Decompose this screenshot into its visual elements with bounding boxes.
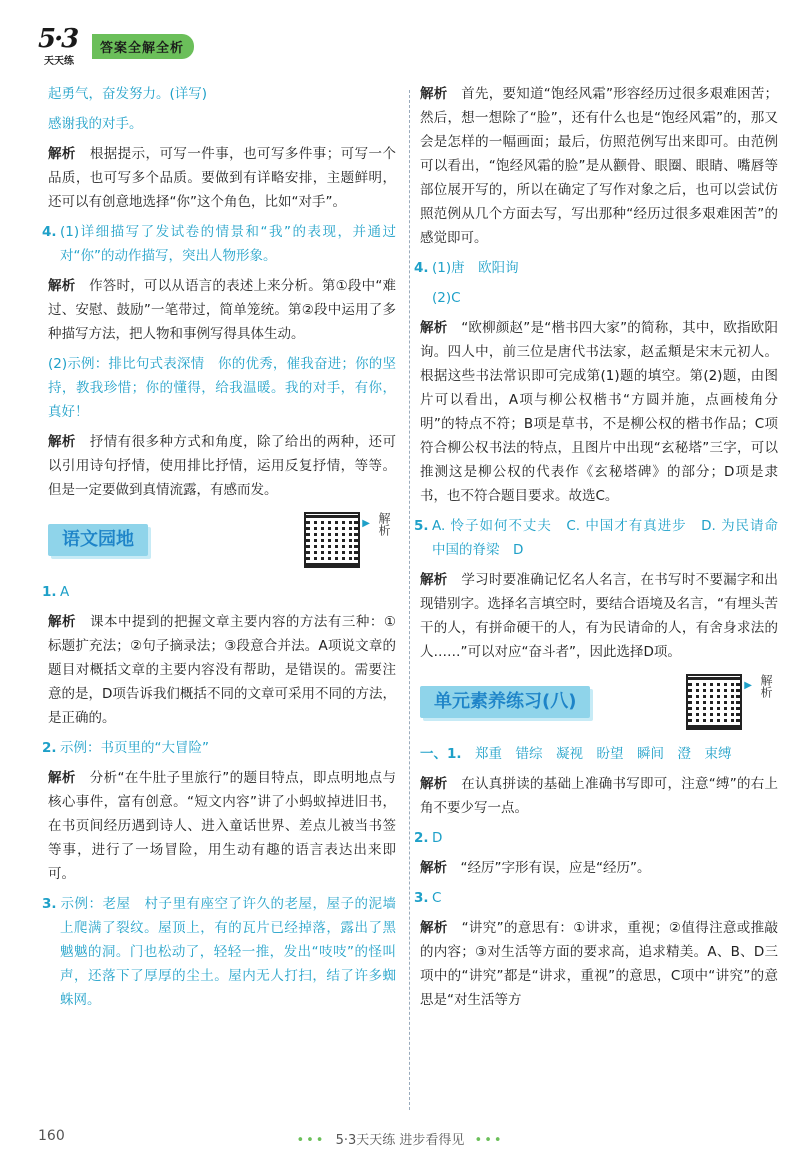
header-label: 答案全解全析	[92, 34, 194, 59]
analysis-tag: 解析	[48, 278, 76, 294]
footer-dots: •••	[474, 1133, 504, 1148]
qr-label: 解析	[759, 674, 773, 698]
analysis-text: 分析“在牛肚子里旅行”的题目特点，即点明地点与核心事件，富有创意。“短文内容”讲了小蚂蚁掉进旧书，在书页间经历遇到诗人、进入童话世界、差点儿被当书签等事，进行了一场冒险，用生动有趣的语言表达出来即可。	[48, 770, 397, 882]
answer-text: A. 怜子如何不丈夫 C. 中国才有真进步 D. 为民请命 中国的脊梁 D	[432, 518, 792, 558]
answer-line: 起勇气，奋发努力。(详写)	[48, 86, 208, 102]
qr-code[interactable]	[686, 674, 778, 730]
page-footer	[0, 1125, 800, 1155]
answer-item	[414, 514, 792, 562]
play-icon: ▶	[744, 680, 752, 691]
answer-line: 感谢我的对手。	[48, 116, 143, 132]
question-number: 一、1.	[420, 746, 462, 762]
answer-item	[42, 736, 396, 760]
section-header	[48, 512, 396, 572]
analysis-tag: 解析	[420, 572, 448, 588]
question-number: 3.	[414, 890, 429, 906]
analysis-tag: 解析	[48, 770, 76, 786]
logo-mark: 5·3	[38, 24, 78, 54]
qr-icon	[304, 512, 360, 568]
analysis-block	[48, 142, 396, 214]
answer-text: A	[60, 584, 70, 600]
answer-item	[42, 220, 396, 268]
qr-code[interactable]	[304, 512, 396, 568]
left-column	[42, 82, 397, 1018]
section-title: 语文园地	[48, 524, 148, 556]
question-number: 2.	[42, 740, 57, 756]
analysis-text: 在认真拼读的基础上准确书写即可，注意“缚”的右上角不要少写一点。	[420, 776, 778, 816]
analysis-text: 学习时要准确记忆名人名言，在书写时不要漏字和出现错别字。选择名言填空时，要结合语境及名言，“有埋头苦干的人，有拼命硬干的人，有为民请命的人，有舍身求法的人……”可以对应“奋斗者”，因此选择D项。	[420, 572, 779, 660]
answer-item	[42, 892, 396, 1012]
answer-item	[414, 256, 778, 280]
question-number: 1.	[42, 584, 57, 600]
analysis-block	[420, 772, 778, 820]
question-number: 3.	[42, 896, 57, 912]
page-header	[38, 24, 194, 67]
analysis-tag: 解析	[48, 434, 76, 450]
analysis-tag: 解析	[420, 920, 448, 936]
analysis-text: 首先，要知道“饱经风霜”形容经历过很多艰难困苦；然后，想一想除了“脸”，还有什么也是“饱经风霜”的，那又会是怎样的一幅画面；最后，仿照范例写出来即可。由范例可以看出，“饱经风霜的脸”是从颧骨、眼圈、眼睛、嘴唇等部位展开写的，所以在确定了写作对象之后，也可以尝试仿照范例从几个方面去写，写出那种“经历过很多艰难困苦”的感觉即可。	[420, 86, 778, 246]
analysis-text: 根据提示，可写一件事，也可写多件事；可写一个品质，也可写多个品质。要做到有详略安排，主题鲜明，还可以有创意地选择“你”这个角色，比如“对手”。	[48, 146, 396, 210]
analysis-block	[48, 610, 396, 730]
section-header	[420, 674, 778, 734]
answer-text: (1)唐 欧阳询	[432, 260, 519, 276]
logo	[38, 24, 88, 67]
qr-label: 解析	[377, 512, 391, 536]
analysis-tag: 解析	[48, 146, 76, 162]
answer-text: 郑重 错综 凝视 盼望 瞬间 澄 束缚	[475, 746, 732, 762]
answer-text: 示例：老屋 村子里有座空了许久的老屋，屋子的泥墙上爬满了裂纹。屋顶上，有的瓦片已经掉落，露出了黑魆魆的洞。门也松动了，轻轻一推，发出“吱吱”的怪叫声，还落下了厚厚的尘土。屋内无人打扫，结了许多蜘蛛网。	[60, 896, 396, 1008]
logo-sub: 天天练	[44, 56, 74, 67]
page-number: 160	[38, 1128, 65, 1144]
answer-item	[42, 580, 396, 604]
analysis-block	[420, 856, 778, 880]
answer-text: (1)详细描写了发试卷的情景和“我”的表现，并通过对“你”的动作描写，突出人物形象。	[60, 224, 396, 264]
analysis-text: “欧柳颜赵”是“楷书四大家”的简称，其中，欧指欧阳询。四人中，前三位是唐代书法家，赵孟頫是宋末元初人。根据这些书法常识即可完成第(1)题的填空。第(2)题，由图片可以看出，A项与柳公权楷书“方圆并施，点画棱角分明”的特点不符；B项是草书，不是柳公权的楷书作品；C项符合柳公权书法的特点，且图片中出现“玄秘塔”三字，可以推测这是柳公权的代表作《玄秘塔碑》的部分；D项是隶书，也不符合题目要求。故选C。	[420, 320, 779, 504]
question-number: 2.	[414, 830, 429, 846]
analysis-block	[420, 568, 778, 664]
answer-text: 示例：书页里的“大冒险”	[60, 740, 209, 756]
analysis-block	[420, 316, 778, 508]
analysis-block	[48, 274, 396, 346]
answer-text: C	[432, 890, 442, 906]
question-number: 4.	[414, 260, 429, 276]
footer-dots: •••	[296, 1133, 326, 1148]
answer-item	[414, 826, 778, 850]
footer-slogan-wrap	[0, 1129, 800, 1148]
analysis-text: “讲究”的意思有：①讲求，重视；②值得注意或推敲的内容；③对生活等方面的要求高，追求精美。A、B、D三项中的“讲究”都是“讲求，重视”的意思，C项中“讲究”的意思是“对生活等方	[420, 920, 778, 1008]
analysis-tag: 解析	[420, 860, 447, 876]
analysis-text: “经厉”字形有误，应是“经历”。	[460, 860, 651, 876]
qr-icon	[686, 674, 742, 730]
right-column	[414, 82, 792, 1018]
footer-slogan: 5·3天天练 进步看得见	[335, 1133, 465, 1148]
answer-item	[420, 742, 778, 766]
analysis-tag: 解析	[420, 320, 448, 336]
analysis-tag: 解析	[48, 614, 76, 630]
analysis-text: 课本中提到的把握文章主要内容的方法有三种：①标题扩充法；②句子摘录法；③段意合并法。A项说文章的题目对概括文章的主要内容没有帮助，是错误的。需要注意的是，D项告诉我们概括不同的文章可采用不同的方法，是正确的。	[48, 614, 397, 726]
play-icon: ▶	[362, 518, 370, 529]
column-divider	[409, 90, 410, 1110]
answer-item	[414, 886, 778, 910]
answer-text: D	[432, 830, 443, 846]
analysis-block	[420, 916, 778, 1012]
analysis-tag: 解析	[420, 776, 448, 792]
analysis-text: 作答时，可以从语言的表述上来分析。第①段中“难过、安慰、鼓励”一笔带过，简单笼统。第②段中运用了多种描写方法，把人物和事例写得具体生动。	[48, 278, 397, 342]
analysis-block	[48, 766, 396, 886]
analysis-block	[48, 430, 396, 502]
analysis-text: 抒情有很多种方式和角度，除了给出的两种，还可以引用诗句抒情，使用排比抒情，运用反复抒情，等等。但是一定要做到真情流露，有感而发。	[48, 434, 396, 498]
answer-text: (2)示例：排比句式表深情 你的优秀，催我奋进；你的坚持，教我珍惜；你的懂得，给我温暖。我的对手，有你，真好！	[48, 356, 396, 420]
answer-text: (2)C	[432, 290, 461, 306]
analysis-tag: 解析	[420, 86, 448, 102]
question-number: 5.	[414, 518, 429, 534]
question-number: 4.	[42, 224, 57, 240]
section-title: 单元素养练习(八)	[420, 686, 590, 718]
analysis-block	[420, 82, 778, 250]
